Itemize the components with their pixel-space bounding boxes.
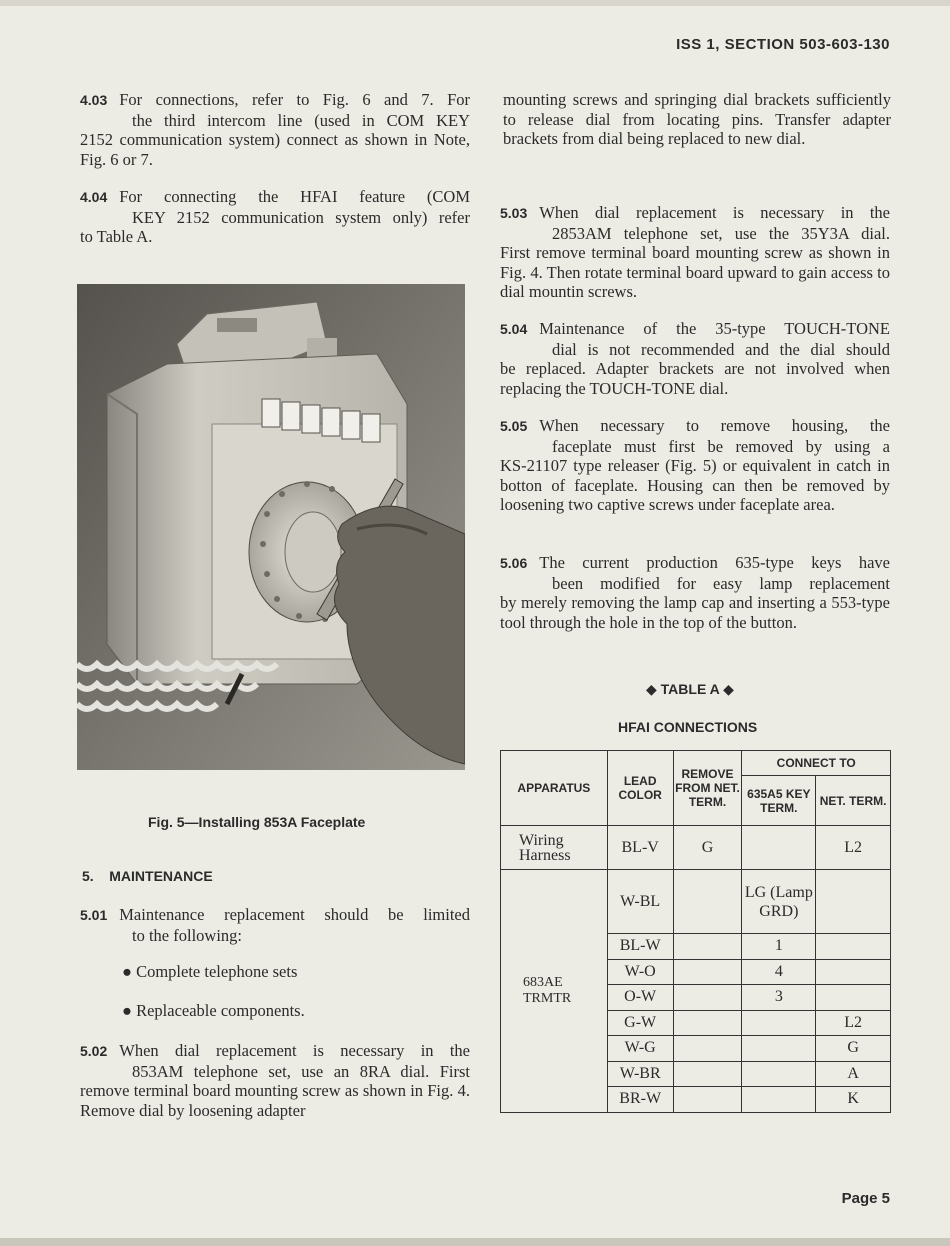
paragraph-number: 5.05 — [500, 418, 528, 434]
paragraph-text-tail: remove terminal board mounting screw as shown in Fig. 4. Remove dial by loosening adapter — [80, 1081, 470, 1120]
cell-net: A — [816, 1061, 891, 1087]
paragraph-number: 5.04 — [500, 321, 528, 337]
cell-lead: BL-W — [607, 934, 673, 960]
paragraph-5-02 — [80, 1041, 470, 1120]
bullet-text: Complete telephone sets — [136, 962, 298, 981]
cell-key — [742, 1010, 816, 1036]
paragraph-text-rest: 853AM telephone set, use an 8RA dial. First — [132, 1061, 470, 1081]
cell-lead: W-O — [607, 959, 673, 985]
paragraph-text-tail: to Table A. — [80, 227, 153, 247]
section-heading — [82, 868, 213, 884]
paragraph-5-06 — [500, 553, 890, 632]
diamond-marker-icon: ◆ — [723, 681, 734, 697]
paragraph-5-01 — [80, 905, 470, 945]
paragraph-text-rest: 2853AM telephone set, use the 35Y3A dial. — [552, 223, 890, 243]
page-header: ISS 1, SECTION 503-603-130 — [676, 36, 890, 53]
paragraph-number: 5.02 — [80, 1043, 108, 1059]
paragraph-number: 5.03 — [500, 205, 528, 221]
page-edge-bottom — [0, 1238, 950, 1246]
cell-remove — [673, 1061, 742, 1087]
paragraph-text-first: Maintenance replacement should be limited — [119, 905, 470, 924]
cell-key — [742, 826, 816, 870]
table-row — [501, 870, 891, 934]
diamond-marker-icon: ◆ — [646, 681, 657, 697]
paragraph-number: 4.03 — [80, 92, 108, 108]
cell-remove — [673, 934, 742, 960]
paragraph-text-rest: to the following: — [132, 925, 242, 945]
cell-lead: W-BR — [607, 1061, 673, 1087]
paragraph-text-rest: faceplate must first be removed by using a — [552, 436, 890, 456]
cell-net: G — [816, 1036, 891, 1062]
table-row — [501, 826, 891, 870]
paragraph-5-03 — [500, 203, 890, 302]
cell-remove — [673, 1036, 742, 1062]
cell-remove — [673, 870, 742, 934]
page-edge-top — [0, 0, 950, 6]
paragraph-5-04 — [500, 319, 890, 398]
paragraph-text-tail: be replaced. Adapter brackets are not involved when replacing the TOUCH-TONE dial. — [500, 359, 890, 398]
cell-lead: BR-W — [607, 1087, 673, 1113]
paragraph-text-tail: by merely removing the lamp cap and inserting a 553-type tool through the hole in the top of the button. — [500, 593, 890, 632]
section-number: 5. — [82, 868, 94, 884]
table-label-text: TABLE A — [660, 681, 720, 697]
table-label — [646, 681, 734, 698]
paragraph-4-03 — [80, 90, 470, 169]
header-key-term: 635A5 KEY TERM. — [742, 776, 816, 826]
cell-net — [816, 870, 891, 934]
paragraph-text-first: For connecting the HFAI feature (COM — [119, 187, 470, 206]
paragraph-text-first: Maintenance of the 35-type TOUCH-TONE — [539, 319, 890, 338]
paragraph-text-tail: KS-21107 type releaser (Fig. 5) or equivalent in catch in botton of faceplate. Housing can then be removed by loosening two captive screws under faceplate area. — [500, 456, 890, 515]
paragraph-5-05 — [500, 416, 890, 515]
cell-key — [742, 1061, 816, 1087]
cell-lead: W-G — [607, 1036, 673, 1062]
figure-5-photo — [77, 284, 465, 770]
cell-lead: BL-V — [607, 826, 673, 870]
paragraph-text-rest: been modified for easy lamp replacement — [552, 573, 890, 593]
paragraph-text-first: When necessary to remove housing, the — [539, 416, 890, 435]
cell-net — [816, 959, 891, 985]
paragraph-text-tail: First remove terminal board mounting screw as shown in Fig. 4. Then rotate terminal board upward to gain access to dial mountin screws. — [500, 243, 890, 302]
hfai-connections-table — [500, 750, 891, 1113]
paragraph-text-first: For connections, refer to Fig. 6 and 7. For — [119, 90, 470, 109]
cell-key: LG (Lamp GRD) — [742, 870, 816, 934]
page-number: Page 5 — [841, 1190, 890, 1207]
cell-remove — [673, 985, 742, 1011]
table-title: HFAI CONNECTIONS — [618, 719, 758, 735]
paragraph-4-04 — [80, 187, 470, 247]
cell-apparatus-trmtr: 683AE TRMTR — [501, 870, 608, 1113]
cell-lead: O-W — [607, 985, 673, 1011]
figure-caption: Fig. 5—Installing 853A Faceplate — [148, 814, 366, 830]
paragraph-text-first: When dial replacement is necessary in the — [539, 203, 890, 222]
cell-net: L2 — [816, 826, 891, 870]
paragraph-5-02-continued: mounting screws and springing dial brackets sufficiently to release dial from locating pins. Transfer adapter brackets from dial being replaced to new dial. — [503, 90, 891, 149]
cell-net — [816, 934, 891, 960]
cell-remove — [673, 1010, 742, 1036]
header-apparatus: APPARATUS — [501, 751, 608, 826]
paragraph-number: 5.06 — [500, 555, 528, 571]
section-title: MAINTENANCE — [109, 868, 213, 884]
cell-key: 4 — [742, 959, 816, 985]
cell-key: 3 — [742, 985, 816, 1011]
cell-apparatus: Wiring Harness — [501, 826, 608, 870]
bullet-item-2: ● Replaceable components. — [122, 1001, 305, 1020]
cell-lead: G-W — [607, 1010, 673, 1036]
cell-key: 1 — [742, 934, 816, 960]
bullet-text: Replaceable components. — [136, 1001, 305, 1020]
cell-key — [742, 1036, 816, 1062]
paragraph-text-first: The current production 635-type keys have — [539, 553, 890, 572]
header-remove-from: REMOVE FROM NET. TERM. — [673, 751, 742, 826]
header-lead-color: LEAD COLOR — [607, 751, 673, 826]
paragraph-number: 4.04 — [80, 189, 108, 205]
cell-remove — [673, 1087, 742, 1113]
paragraph-number: 5.01 — [80, 907, 108, 923]
cell-remove — [673, 959, 742, 985]
paragraph-text-rest: dial is not recommended and the dial should — [552, 339, 890, 359]
paragraph-text-rest: KEY 2152 communication system only) refer — [132, 207, 470, 227]
cell-net: L2 — [816, 1010, 891, 1036]
cell-net: K — [816, 1087, 891, 1113]
header-connect-to: CONNECT TO — [742, 751, 891, 776]
header-net-term: NET. TERM. — [816, 776, 891, 826]
cell-key — [742, 1087, 816, 1113]
paragraph-text-first: When dial replacement is necessary in the — [119, 1041, 470, 1060]
cell-lead: W-BL — [607, 870, 673, 934]
paragraph-text-rest: the third intercom line (used in COM KEY — [132, 110, 470, 130]
telephone-illustration — [77, 284, 465, 770]
bullet-item-1: ● Complete telephone sets — [122, 962, 298, 981]
cell-remove: G — [673, 826, 742, 870]
paragraph-text-tail: 2152 communication system) connect as shown in Note, Fig. 6 or 7. — [80, 130, 470, 169]
cell-net — [816, 985, 891, 1011]
